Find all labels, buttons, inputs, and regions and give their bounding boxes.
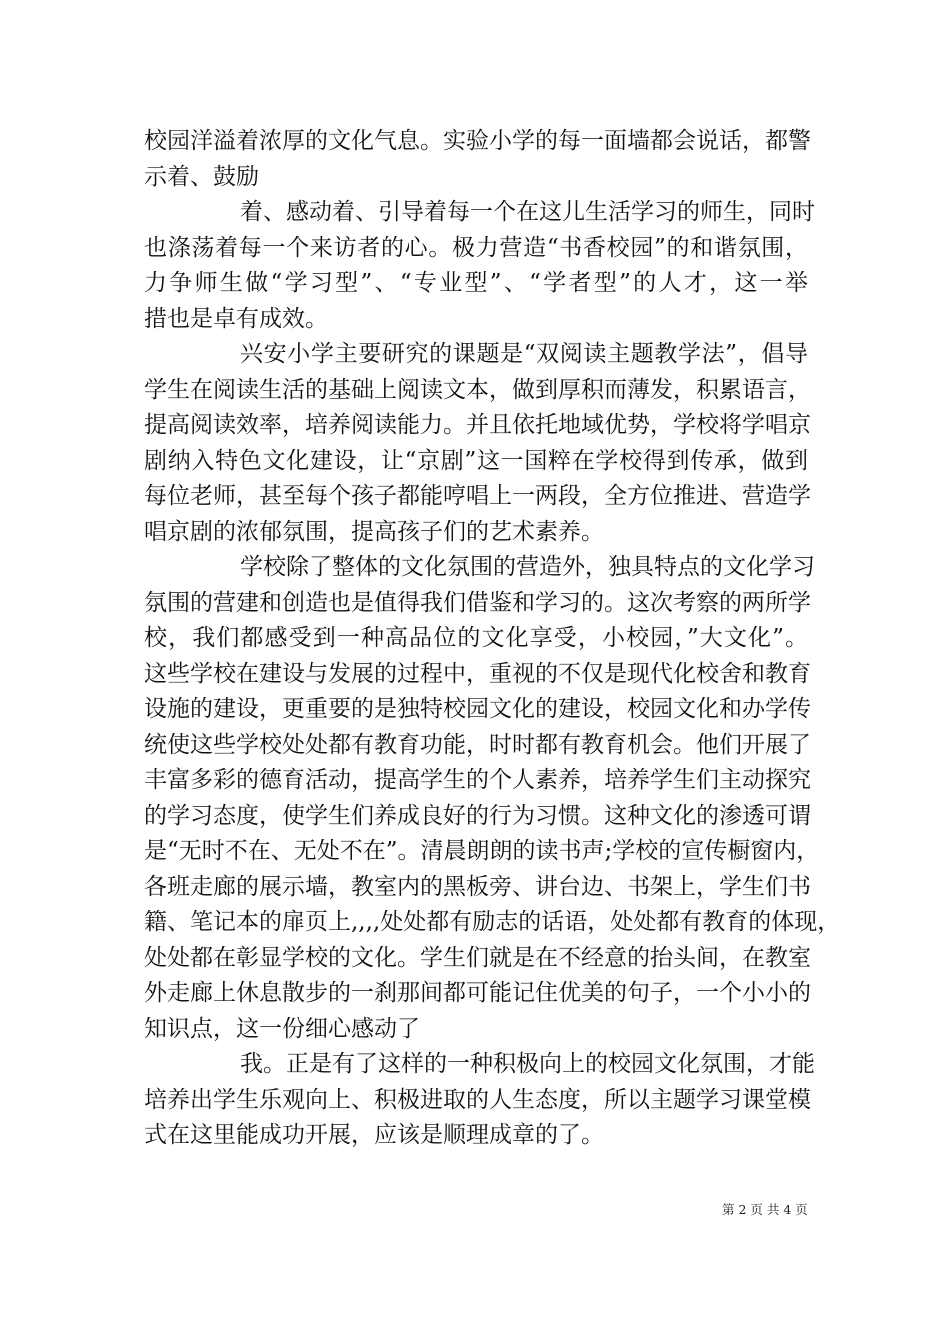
text-line: 校园洋溢着浓厚的文化气息。实验小学的每一面墙都会说话，都警	[144, 128, 811, 154]
text-line: 籍、笔记本的扉页上,,,,处处都有励志的话语，处处都有教育的体现，	[144, 909, 841, 935]
text-line: 每位老师，甚至每个孩子都能哼唱上一两段，全方位推进、营造学	[144, 483, 811, 509]
text-line: 丰富多彩的德育活动，提高学生的个人素养，培养学生们主动探究	[144, 767, 811, 793]
text-line: 设施的建设，更重要的是独特校园文化的建设，校园文化和办学传	[144, 696, 811, 722]
text-line: 措也是卓有成效。	[144, 305, 328, 332]
text-line: 兴安小学主要研究的课题是“双阅读主题教学法”，倡导	[240, 341, 808, 367]
text-line: 外走廊上休息散步的一刹那间都可能记住优美的句子，一个小小的	[144, 980, 811, 1006]
text-line: 学校除了整体的文化氛围的营造外，独具特点的文化学习	[240, 554, 815, 580]
text-line: 这些学校在建设与发展的过程中，重视的不仅是现代化校舍和教育	[144, 660, 811, 687]
text-line: 力争师生做“学习型”、“专业型”、“学者型”的人才，这一举	[144, 270, 808, 296]
text-line: 是“无时不在、无处不在”。清晨朗朗的读书声;学校的宣传橱窗内，	[144, 838, 820, 864]
text-line: 示着、鼓励	[144, 163, 259, 190]
text-line: 各班走廊的展示墙，教室内的黑板旁、讲台边、书架上，学生们书	[144, 873, 811, 900]
text-line: 我。正是有了这样的一种积极向上的校园文化氛围，才能	[240, 1051, 815, 1077]
text-line: 校，我们都感受到一种高品位的文化享受，小校园，”大文化”。	[144, 625, 808, 651]
text-line: 的学习态度，使学生们养成良好的行为习惯。这种文化的渗透可谓	[144, 802, 811, 829]
text-line: 式在这里能成功开展，应该是顺理成章的了。	[144, 1122, 604, 1148]
text-line: 唱京剧的浓郁氛围，提高孩子们的艺术素养。	[144, 518, 604, 545]
document-body	[144, 124, 841, 1154]
text-line: 着、感动着、引导着每一个在这儿生活学习的师生，同时	[240, 199, 815, 225]
text-line: 提高阅读效率，培养阅读能力。并且依托地域优势，学校将学唱京	[144, 412, 811, 438]
text-line: 处处都在彰显学校的文化。学生们就是在不经意的抬头间，在教室	[144, 944, 811, 971]
text-line: 统使这些学校处处都有教育功能，时时都有教育机会。他们开展了	[144, 731, 811, 758]
text-line: 培养出学生乐观向上、积极进取的人生态度，所以主题学习课堂模	[144, 1086, 811, 1113]
text-line: 氛围的营建和创造也是值得我们借鉴和学习的。这次考察的两所学	[144, 589, 811, 616]
text-line: 也涤荡着每一个来访者的心。极力营造“书香校园”的和谐氛围，	[144, 234, 808, 261]
text-line: 知识点，这一份细心感动了	[144, 1015, 420, 1042]
text-line: 学生在阅读生活的基础上阅读文本，做到厚积而薄发，积累语言，	[144, 376, 811, 403]
page-number-footer: 第 2 页 共 4 页	[722, 1202, 808, 1217]
text-line: 剧纳入特色文化建设，让“京剧”这一国粹在学校得到传承，做到	[144, 447, 808, 474]
